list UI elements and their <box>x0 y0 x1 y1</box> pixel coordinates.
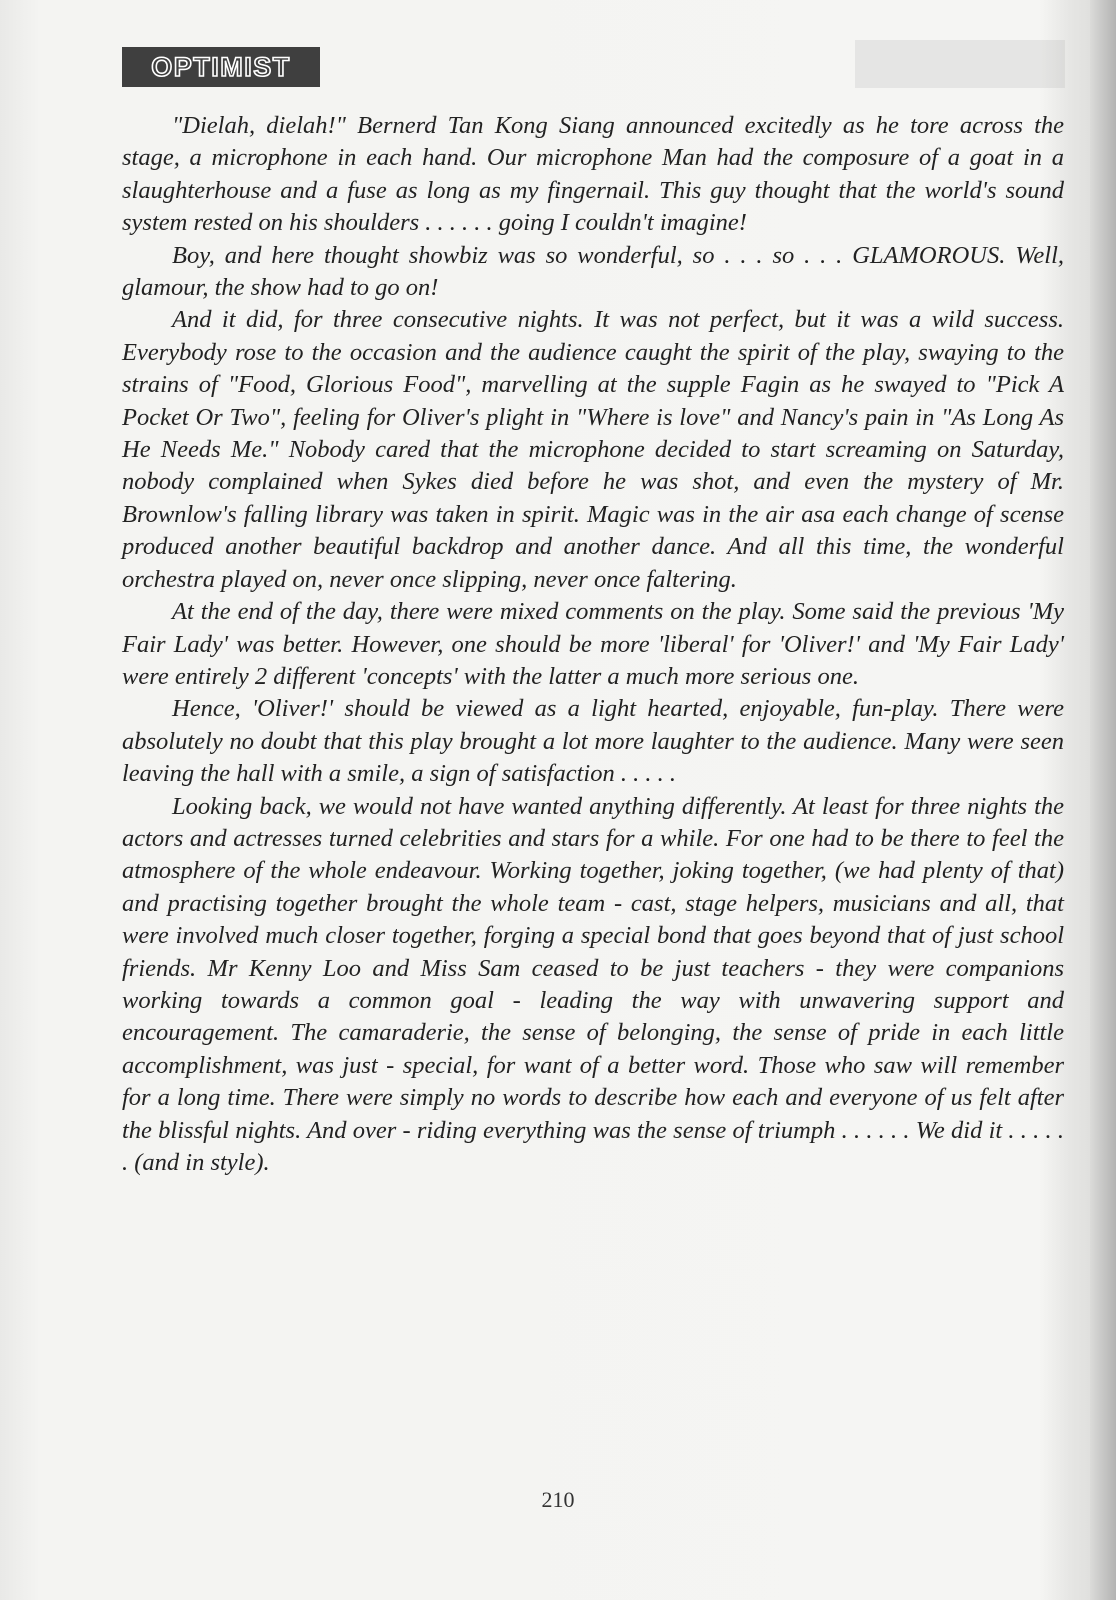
page-number: 210 <box>541 1487 575 1512</box>
article-paragraph: And it did, for three consecutive nights. It was not perfect, but it was a wild success. Everybody rose to the occasion and the audience caught the spirit of the play, swaying to the strains of "Food, Glorious Food", marvelling at the supple Fagin as he swayed to "Pick A Pocket Or Two", feeling for Oliver's plight in "Where is love" and Nancy's pain in "As Long As He Needs Me." Nobody cared that the microphone decided to start screaming on Saturday, nobody complained when Sykes died before he was shot, and even the mystery of Mr. Brownlow's falling library was taken in spirit. Magic was in the air asa each change of scense produced another beautiful backdrop and another dance. And all this time, the wonderful orchestra played on, never once slipping, never once faltering. <box>122 306 1064 593</box>
article-paragraph: Boy, and here thought showbiz was so wonderful, so . . . so . . . GLAMOROUS. Well, glamour, the show had to go on! <box>122 241 1064 302</box>
section-header-label: OPTIMIST <box>151 51 291 82</box>
article-body <box>122 110 1064 1179</box>
article-paragraph: "Dielah, dielah!" Bernerd Tan Kong Siang announced excitedly as he tore across the stage, a microphone in each hand. Our microphone Man had the composure of a goat in a slaughterhouse and a fuse as long as my fingernail. This guy thought that the world's sound system rested on his shoulders . . . . . . going I couldn't imagine! <box>122 112 1064 237</box>
article-paragraph: Looking back, we would not have wanted anything differently. At least for three nights the actors and actresses turned celebrities and stars for a while. For one had to be there to feel the atmosphere of the whole endeavour. Working together, joking together, (we had plenty of that) and practising together brought the whole team - cast, stage helpers, musicians and all, that were involved much closer together, forging a special bond that goes beyond that of just school friends. Mr Kenny Loo and Miss Sam ceased to be just teachers - they were companions working towards a common goal - leading the way with unwavering support and encouragement. The camaraderie, the sense of belonging, the sense of pride in each little accomplishment, was just - special, for want of a better word. Those who saw will remember for a long time. There were simply no words to describe how each and everyone of us felt after the blissful nights. And over - riding everything was the sense of triumph . . . . . . We did it . . . . . . (and in style). <box>122 792 1064 1176</box>
binding-shadow <box>1090 0 1116 1600</box>
article-paragraph: Hence, 'Oliver!' should be viewed as a light hearted, enjoyable, fun-play. There were absolutely no doubt that this play brought a lot more laughter to the audience. Many were seen leaving the hall with a smile, a sign of satisfaction . . . . . <box>122 695 1064 788</box>
section-header-badge <box>122 47 320 87</box>
article-paragraph: At the end of the day, there were mixed comments on the play. Some said the previous 'My Fair Lady' was better. However, one should be more 'liberal' for 'Oliver!' and 'My Fair Lady' were entirely 2 different 'concepts' with the latter a much more serious one. <box>122 598 1064 690</box>
bleed-through-header <box>855 40 1065 88</box>
